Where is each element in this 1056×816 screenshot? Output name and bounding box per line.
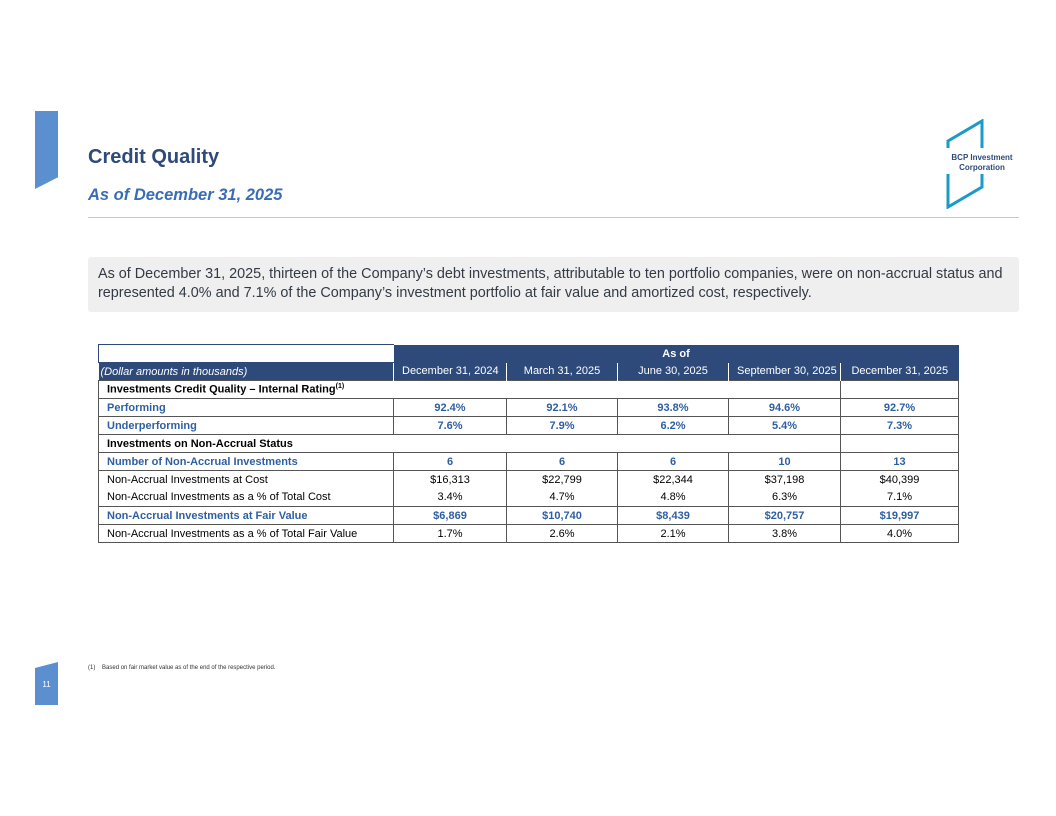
table-cell: 92.1%: [507, 399, 618, 417]
table-row-underperforming: [99, 417, 959, 435]
table-cell: 7.1%: [841, 489, 959, 507]
row-label: Non-Accrual Investments as a % of Total Cost: [99, 489, 394, 507]
table-cell: 4.8%: [618, 489, 729, 507]
column-header: March 31, 2025: [507, 363, 618, 381]
credit-quality-table: [98, 344, 959, 543]
column-header: September 30, 2025: [729, 363, 841, 381]
column-header: December 31, 2025: [841, 363, 959, 381]
table-row-at-fair-value: [99, 507, 959, 525]
table-cell: $16,313: [394, 471, 507, 489]
table-cell: 93.8%: [618, 399, 729, 417]
table-row-pct-fair-value: [99, 525, 959, 543]
unit-label: (Dollar amounts in thousands): [99, 363, 394, 381]
table-cell: $40,399: [841, 471, 959, 489]
table-cell: 6: [618, 453, 729, 471]
row-label: Non-Accrual Investments as a % of Total Fair Value: [99, 525, 394, 543]
table-cell: $6,869: [394, 507, 507, 525]
summary-box: [88, 257, 1019, 312]
row-label: Non-Accrual Investments at Fair Value: [99, 507, 394, 525]
table-row-non-accrual-count: [99, 453, 959, 471]
table-cell: $22,344: [618, 471, 729, 489]
table-cell: 92.7%: [841, 399, 959, 417]
header-divider: [88, 217, 1019, 218]
table-row-pct-cost: [99, 489, 959, 507]
table-cell: 6.3%: [729, 489, 841, 507]
table-cell: 92.4%: [394, 399, 507, 417]
table-cell: 5.4%: [729, 417, 841, 435]
table-cell: 7.3%: [841, 417, 959, 435]
row-label: Number of Non-Accrual Investments: [99, 453, 394, 471]
row-label: Performing: [99, 399, 394, 417]
section-label: Investments on Non-Accrual Status: [99, 435, 841, 453]
table-cell: 3.8%: [729, 525, 841, 543]
table-cell: 13: [841, 453, 959, 471]
logo-line-1: BCP Investment: [951, 153, 1013, 162]
logo-line-2: Corporation: [959, 163, 1005, 172]
table-cell: 3.4%: [394, 489, 507, 507]
table-cell: [841, 435, 959, 453]
section-row-internal-rating: [99, 381, 959, 399]
accent-bar-top: [35, 111, 58, 189]
table-cell: [841, 381, 959, 399]
table-row-performing: [99, 399, 959, 417]
group-header: As of: [394, 345, 959, 363]
table-cell: 6: [394, 453, 507, 471]
page-number: 11: [42, 680, 51, 689]
table-cell: 1.7%: [394, 525, 507, 543]
table-cell: 94.6%: [729, 399, 841, 417]
column-header: December 31, 2024: [394, 363, 507, 381]
table-cell: $20,757: [729, 507, 841, 525]
table-row-at-cost: [99, 471, 959, 489]
table-cell: 2.6%: [507, 525, 618, 543]
table-cell: $22,799: [507, 471, 618, 489]
column-header: June 30, 2025: [618, 363, 729, 381]
footnote-marker: (1): [88, 665, 96, 671]
section-row-non-accrual: [99, 435, 959, 453]
footnote-text: Based on fair market value as of the end of the respective period.: [102, 665, 276, 671]
table-cell: 7.6%: [394, 417, 507, 435]
table-cell: 4.0%: [841, 525, 959, 543]
section-label: Investments Credit Quality – Internal Rating$^{(1)}$: [99, 381, 841, 399]
table-cell: $19,997: [841, 507, 959, 525]
table-group-header-row: [99, 345, 959, 363]
blank-header-cell: [99, 345, 394, 363]
table-cell: $10,740: [507, 507, 618, 525]
table-cell: 6: [507, 453, 618, 471]
footnote: [88, 665, 275, 671]
page-title: Credit Quality: [88, 146, 220, 168]
row-label: Underperforming: [99, 417, 394, 435]
page-subtitle: As of December 31, 2025: [88, 186, 283, 204]
row-label: Non-Accrual Investments at Cost: [99, 471, 394, 489]
summary-text: As of December 31, 2025, thirteen of the Company’s debt investments, attributable to ten portfolio companies, were on non-accrual status and represented 4.0% and 7.1% of the Company’s investment portfolio at fair value and amortized cost, respectively.: [98, 266, 1003, 301]
table-cell: $37,198: [729, 471, 841, 489]
table-cell: 10: [729, 453, 841, 471]
table-cell: 4.7%: [507, 489, 618, 507]
company-logo: [944, 119, 1020, 209]
table-cell: 6.2%: [618, 417, 729, 435]
table-cell: 7.9%: [507, 417, 618, 435]
table-cell: $8,439: [618, 507, 729, 525]
table-cell: 2.1%: [618, 525, 729, 543]
table-column-header-row: [99, 363, 959, 381]
